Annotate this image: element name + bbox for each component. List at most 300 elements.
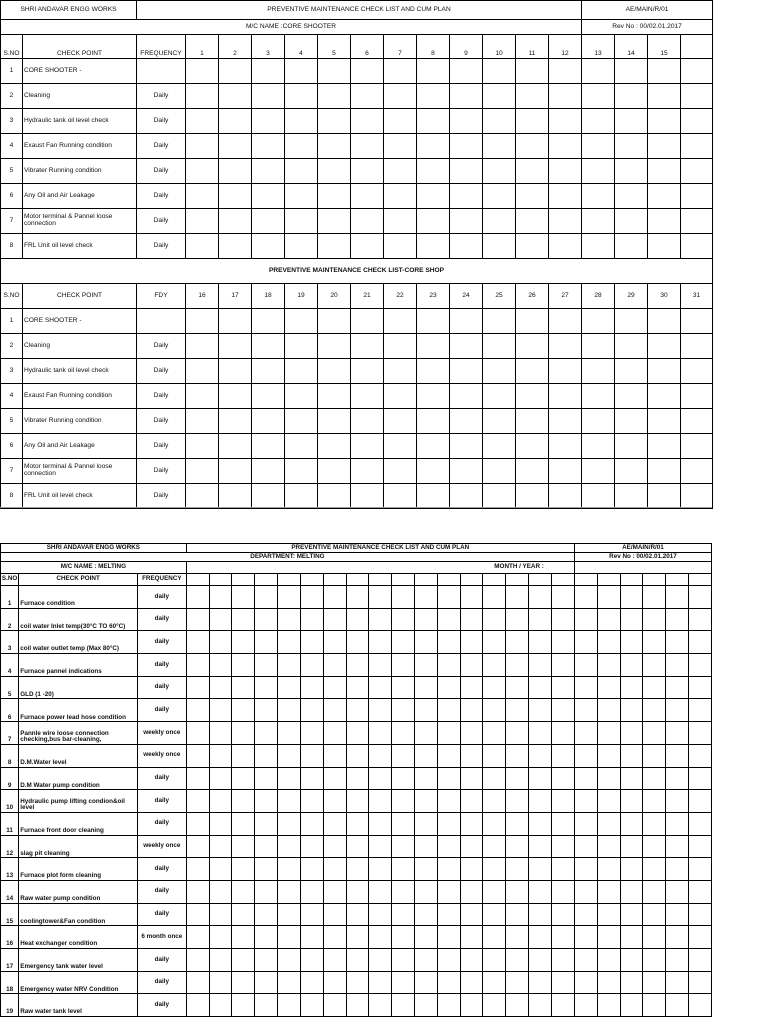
day-checkbox-cell (506, 812, 529, 835)
revision-number: Rev No : 00/02.01.2017 (582, 20, 713, 35)
day-checkbox-cell (597, 654, 620, 677)
day-column-header (369, 574, 392, 586)
day-checkbox-cell (437, 994, 460, 1017)
day-column-header: 10 (483, 35, 516, 59)
day-checkbox-cell (597, 926, 620, 949)
day-checkbox-cell (460, 949, 483, 972)
day-checkbox-cell (417, 334, 450, 359)
checklist-row (1, 84, 713, 109)
day-checkbox-cell (285, 409, 318, 434)
row-check-point: Emergency water NRV Condition (19, 971, 138, 994)
day-column-header (278, 574, 301, 586)
row-serial-number: 2 (1, 608, 19, 631)
day-checkbox-cell (450, 334, 483, 359)
day-checkbox-cell (551, 835, 574, 858)
day-checkbox-cell (574, 654, 597, 677)
row-check-point: Hydraulic tank oil level check (23, 359, 137, 384)
row-serial-number: 17 (1, 949, 19, 972)
day-column-header: 14 (615, 35, 648, 59)
day-checkbox-cell (666, 631, 689, 654)
day-checkbox-cell (219, 334, 252, 359)
row-serial-number: 6 (1, 434, 23, 459)
day-checkbox-cell (392, 722, 415, 745)
day-checkbox-cell (483, 159, 516, 184)
day-checkbox-cell (483, 903, 506, 926)
day-checkbox-cell (318, 434, 351, 459)
day-checkbox-cell (209, 744, 232, 767)
day-checkbox-cell (252, 409, 285, 434)
row-check-point: Cleaning (23, 334, 137, 359)
day-checkbox-cell (574, 812, 597, 835)
day-checkbox-cell (437, 790, 460, 813)
day-checkbox-cell (483, 654, 506, 677)
day-checkbox-cell (369, 812, 392, 835)
day-checkbox-cell (681, 59, 713, 84)
day-checkbox-cell (252, 459, 285, 484)
day-checkbox-cell (506, 858, 529, 881)
day-checkbox-cell (346, 586, 369, 609)
day-checkbox-cell (209, 994, 232, 1017)
day-column-header (529, 574, 552, 586)
day-checkbox-cell (186, 84, 219, 109)
day-checkbox-cell (414, 812, 437, 835)
day-checkbox-cell (252, 109, 285, 134)
day-checkbox-cell (318, 484, 351, 509)
day-checkbox-cell (666, 903, 689, 926)
day-checkbox-cell (209, 926, 232, 949)
day-checkbox-cell (549, 409, 582, 434)
day-checkbox-cell (574, 971, 597, 994)
day-checkbox-cell (529, 949, 552, 972)
day-checkbox-cell (186, 812, 209, 835)
day-checkbox-cell (219, 209, 252, 234)
day-checkbox-cell (516, 459, 549, 484)
row-serial-number: 3 (1, 631, 19, 654)
day-checkbox-cell (450, 209, 483, 234)
day-checkbox-cell (384, 384, 417, 409)
day-checkbox-cell (516, 309, 549, 334)
day-checkbox-cell (351, 334, 384, 359)
day-checkbox-cell (460, 631, 483, 654)
day-column-header: 13 (582, 35, 615, 59)
day-checkbox-cell (219, 409, 252, 434)
day-checkbox-cell (582, 334, 615, 359)
day-checkbox-cell (483, 790, 506, 813)
day-checkbox-cell (506, 586, 529, 609)
sno-header: S.NO (1, 574, 19, 586)
day-column-header: 15 (648, 35, 681, 59)
revision-number: Rev No : 00/02.01.2017 (574, 553, 711, 562)
day-checkbox-cell (323, 631, 346, 654)
day-checkbox-cell (551, 608, 574, 631)
day-checkbox-cell (232, 812, 255, 835)
day-checkbox-cell (597, 858, 620, 881)
day-checkbox-cell (219, 134, 252, 159)
day-checkbox-cell (483, 84, 516, 109)
day-checkbox-cell (186, 134, 219, 159)
day-checkbox-cell (681, 184, 713, 209)
day-checkbox-cell (483, 631, 506, 654)
day-checkbox-cell (551, 812, 574, 835)
day-column-header: 26 (516, 284, 549, 309)
day-checkbox-cell (346, 971, 369, 994)
day-checkbox-cell (529, 699, 552, 722)
day-checkbox-cell (300, 812, 323, 835)
day-checkbox-cell (232, 903, 255, 926)
day-checkbox-cell (643, 835, 666, 858)
day-checkbox-cell (414, 880, 437, 903)
day-checkbox-cell (232, 971, 255, 994)
checklist-row (1, 234, 713, 259)
day-checkbox-cell (615, 184, 648, 209)
day-checkbox-cell (483, 949, 506, 972)
day-checkbox-cell (219, 434, 252, 459)
day-checkbox-cell (351, 84, 384, 109)
day-checkbox-cell (351, 459, 384, 484)
day-checkbox-cell (209, 631, 232, 654)
day-checkbox-cell (346, 835, 369, 858)
day-checkbox-cell (351, 234, 384, 259)
day-checkbox-cell (285, 309, 318, 334)
day-checkbox-cell (232, 699, 255, 722)
day-checkbox-cell (549, 84, 582, 109)
day-checkbox-cell (597, 744, 620, 767)
day-checkbox-cell (285, 84, 318, 109)
row-frequency: Daily (137, 109, 186, 134)
day-column-header: 7 (384, 35, 417, 59)
day-checkbox-cell (219, 109, 252, 134)
day-checkbox-cell (417, 209, 450, 234)
row-serial-number: 8 (1, 484, 23, 509)
day-checkbox-cell (437, 926, 460, 949)
day-checkbox-cell (369, 631, 392, 654)
day-checkbox-cell (417, 409, 450, 434)
checkpoint-header: CHECK POINT (19, 574, 138, 586)
day-checkbox-cell (620, 722, 643, 745)
row-frequency: daily (137, 586, 186, 609)
day-checkbox-cell (597, 631, 620, 654)
day-column-header (255, 574, 278, 586)
day-checkbox-cell (574, 676, 597, 699)
day-checkbox-cell (186, 184, 219, 209)
day-checkbox-cell (666, 722, 689, 745)
day-checkbox-cell (232, 926, 255, 949)
day-checkbox-cell (323, 926, 346, 949)
checklist-row (1, 835, 712, 858)
day-checkbox-cell (384, 159, 417, 184)
day-checkbox-cell (351, 134, 384, 159)
day-checkbox-cell (300, 903, 323, 926)
checklist-row (1, 459, 713, 484)
day-checkbox-cell (529, 926, 552, 949)
day-checkbox-cell (300, 926, 323, 949)
day-checkbox-cell (516, 434, 549, 459)
day-checkbox-cell (392, 994, 415, 1017)
row-check-point: Any Oil and Air Leakage (23, 184, 137, 209)
day-checkbox-cell (582, 459, 615, 484)
day-checkbox-cell (681, 109, 713, 134)
checklist-row (1, 676, 712, 699)
day-checkbox-cell (620, 835, 643, 858)
day-checkbox-cell (186, 434, 219, 459)
day-checkbox-cell (392, 835, 415, 858)
day-checkbox-cell (318, 84, 351, 109)
day-checkbox-cell (643, 949, 666, 972)
day-checkbox-cell (643, 654, 666, 677)
day-checkbox-cell (615, 309, 648, 334)
day-checkbox-cell (689, 722, 712, 745)
day-checkbox-cell (506, 880, 529, 903)
day-checkbox-cell (300, 971, 323, 994)
day-checkbox-cell (483, 309, 516, 334)
day-checkbox-cell (285, 59, 318, 84)
day-checkbox-cell (278, 994, 301, 1017)
row-frequency: daily (137, 676, 186, 699)
day-checkbox-cell (318, 109, 351, 134)
day-checkbox-cell (392, 586, 415, 609)
day-checkbox-cell (414, 994, 437, 1017)
day-checkbox-cell (689, 631, 712, 654)
day-checkbox-cell (460, 926, 483, 949)
day-checkbox-cell (278, 926, 301, 949)
day-checkbox-cell (483, 59, 516, 84)
row-frequency: weekly once (137, 744, 186, 767)
day-column-header (620, 574, 643, 586)
day-checkbox-cell (414, 744, 437, 767)
row-serial-number: 13 (1, 858, 19, 881)
day-checkbox-cell (620, 858, 643, 881)
day-checkbox-cell (300, 631, 323, 654)
day-checkbox-cell (681, 459, 713, 484)
day-checkbox-cell (392, 608, 415, 631)
checklist-row (1, 994, 712, 1017)
day-checkbox-cell (506, 744, 529, 767)
day-checkbox-cell (351, 359, 384, 384)
day-checkbox-cell (483, 835, 506, 858)
day-column-header: 22 (384, 284, 417, 309)
row-check-point: Hydraulic tank oil level check (23, 109, 137, 134)
row-check-point: Raw water tank level (19, 994, 138, 1017)
day-column-header: 6 (351, 35, 384, 59)
day-checkbox-cell (369, 903, 392, 926)
day-checkbox-cell (186, 459, 219, 484)
row-frequency: Daily (137, 484, 186, 509)
day-checkbox-cell (549, 109, 582, 134)
day-checkbox-cell (620, 949, 643, 972)
day-column-header (666, 574, 689, 586)
day-checkbox-cell (483, 767, 506, 790)
row-check-point: Heat exchanger condition (19, 926, 138, 949)
row-check-point: Furnace condition (19, 586, 138, 609)
row-check-point: Motor terminal & Pannel loose connection (23, 209, 137, 234)
machine-name: M/C NAME : MELTING (1, 562, 187, 574)
day-checkbox-cell (615, 234, 648, 259)
day-checkbox-cell (384, 434, 417, 459)
day-checkbox-cell (643, 767, 666, 790)
day-checkbox-cell (483, 409, 516, 434)
row-check-point: coil water outlet temp (Max 80°C) (19, 631, 138, 654)
day-checkbox-cell (437, 835, 460, 858)
company-name: SHRI ANDAVAR ENGG WORKS (1, 544, 187, 553)
day-checkbox-cell (689, 790, 712, 813)
day-checkbox-cell (483, 880, 506, 903)
day-checkbox-cell (186, 767, 209, 790)
day-checkbox-cell (252, 359, 285, 384)
day-column-header: 23 (417, 284, 450, 309)
row-check-point: D.M Water pump condition (19, 767, 138, 790)
day-checkbox-cell (529, 586, 552, 609)
day-checkbox-cell (232, 744, 255, 767)
day-checkbox-cell (392, 858, 415, 881)
day-checkbox-cell (597, 949, 620, 972)
day-checkbox-cell (252, 234, 285, 259)
day-checkbox-cell (219, 184, 252, 209)
day-checkbox-cell (417, 84, 450, 109)
day-checkbox-cell (232, 835, 255, 858)
day-checkbox-cell (689, 835, 712, 858)
row-serial-number: 2 (1, 334, 23, 359)
day-checkbox-cell (516, 359, 549, 384)
day-checkbox-cell (620, 812, 643, 835)
row-frequency: Daily (137, 359, 186, 384)
day-checkbox-cell (255, 880, 278, 903)
day-checkbox-cell (574, 994, 597, 1017)
day-checkbox-cell (209, 722, 232, 745)
day-checkbox-cell (414, 949, 437, 972)
day-checkbox-cell (346, 994, 369, 1017)
day-checkbox-cell (232, 949, 255, 972)
day-checkbox-cell (529, 722, 552, 745)
day-checkbox-cell (186, 926, 209, 949)
day-checkbox-cell (318, 459, 351, 484)
row-frequency: daily (137, 949, 186, 972)
day-checkbox-cell (278, 880, 301, 903)
day-checkbox-cell (549, 234, 582, 259)
day-checkbox-cell (437, 744, 460, 767)
day-checkbox-cell (318, 334, 351, 359)
row-check-point: Emergency tank water level (19, 949, 138, 972)
day-checkbox-cell (689, 903, 712, 926)
day-checkbox-cell (318, 184, 351, 209)
row-frequency (137, 309, 186, 334)
day-checkbox-cell (346, 790, 369, 813)
day-checkbox-cell (285, 384, 318, 409)
day-column-header: 28 (582, 284, 615, 309)
day-checkbox-cell (643, 608, 666, 631)
day-checkbox-cell (384, 134, 417, 159)
day-checkbox-cell (417, 459, 450, 484)
day-checkbox-cell (574, 880, 597, 903)
day-checkbox-cell (209, 608, 232, 631)
day-checkbox-cell (437, 880, 460, 903)
frequency-header: FREQUENCY (137, 35, 186, 59)
day-checkbox-cell (689, 812, 712, 835)
checklist-row (1, 744, 712, 767)
day-checkbox-cell (278, 767, 301, 790)
checklist-row (1, 926, 712, 949)
day-checkbox-cell (351, 209, 384, 234)
day-checkbox-cell (392, 767, 415, 790)
day-checkbox-cell (648, 134, 681, 159)
row-frequency: Daily (137, 434, 186, 459)
day-checkbox-cell (323, 858, 346, 881)
day-column-header: 5 (318, 35, 351, 59)
day-checkbox-cell (186, 654, 209, 677)
day-checkbox-cell (460, 812, 483, 835)
day-checkbox-cell (551, 949, 574, 972)
day-checkbox-cell (351, 434, 384, 459)
day-checkbox-cell (460, 744, 483, 767)
day-column-header (300, 574, 323, 586)
day-checkbox-cell (615, 409, 648, 434)
day-checkbox-cell (417, 234, 450, 259)
day-checkbox-cell (346, 903, 369, 926)
day-checkbox-cell (681, 159, 713, 184)
day-checkbox-cell (666, 744, 689, 767)
day-checkbox-cell (643, 790, 666, 813)
day-checkbox-cell (323, 880, 346, 903)
checklist-row (1, 699, 712, 722)
day-checkbox-cell (209, 835, 232, 858)
checklist-row (1, 359, 713, 384)
day-checkbox-cell (437, 971, 460, 994)
day-checkbox-cell (255, 722, 278, 745)
day-checkbox-cell (615, 434, 648, 459)
day-checkbox-cell (551, 631, 574, 654)
checklist-row (1, 434, 713, 459)
day-checkbox-cell (597, 790, 620, 813)
day-checkbox-cell (689, 744, 712, 767)
day-column-header: 20 (318, 284, 351, 309)
day-checkbox-cell (186, 722, 209, 745)
day-checkbox-cell (620, 744, 643, 767)
day-checkbox-cell (620, 608, 643, 631)
day-checkbox-cell (681, 334, 713, 359)
day-checkbox-cell (278, 971, 301, 994)
document-number: AE/MAIN/R/01 (582, 1, 713, 20)
day-checkbox-cell (346, 926, 369, 949)
day-column-header (643, 574, 666, 586)
day-checkbox-cell (574, 744, 597, 767)
day-checkbox-cell (323, 903, 346, 926)
frequency-header: FREQUENCY (137, 574, 186, 586)
row-check-point: D.M.Water level (19, 744, 138, 767)
department-name: DEPARTMENT: MELTING (1, 553, 575, 562)
row-frequency: daily (137, 858, 186, 881)
day-column-header (681, 35, 713, 59)
day-checkbox-cell (323, 699, 346, 722)
day-checkbox-cell (209, 949, 232, 972)
row-serial-number: 4 (1, 654, 19, 677)
day-checkbox-cell (516, 234, 549, 259)
checklist-row (1, 949, 712, 972)
day-checkbox-cell (615, 384, 648, 409)
day-checkbox-cell (255, 654, 278, 677)
day-checkbox-cell (666, 812, 689, 835)
row-check-point: Pannle wire loose connection checking,bus bar-cleaning, (19, 722, 138, 745)
day-checkbox-cell (450, 84, 483, 109)
day-checkbox-cell (414, 971, 437, 994)
day-column-header: 11 (516, 35, 549, 59)
day-checkbox-cell (384, 459, 417, 484)
day-checkbox-cell (582, 184, 615, 209)
day-checkbox-cell (666, 586, 689, 609)
day-checkbox-cell (506, 949, 529, 972)
day-checkbox-cell (186, 309, 219, 334)
day-checkbox-cell (318, 59, 351, 84)
day-checkbox-cell (369, 880, 392, 903)
day-checkbox-cell (549, 134, 582, 159)
